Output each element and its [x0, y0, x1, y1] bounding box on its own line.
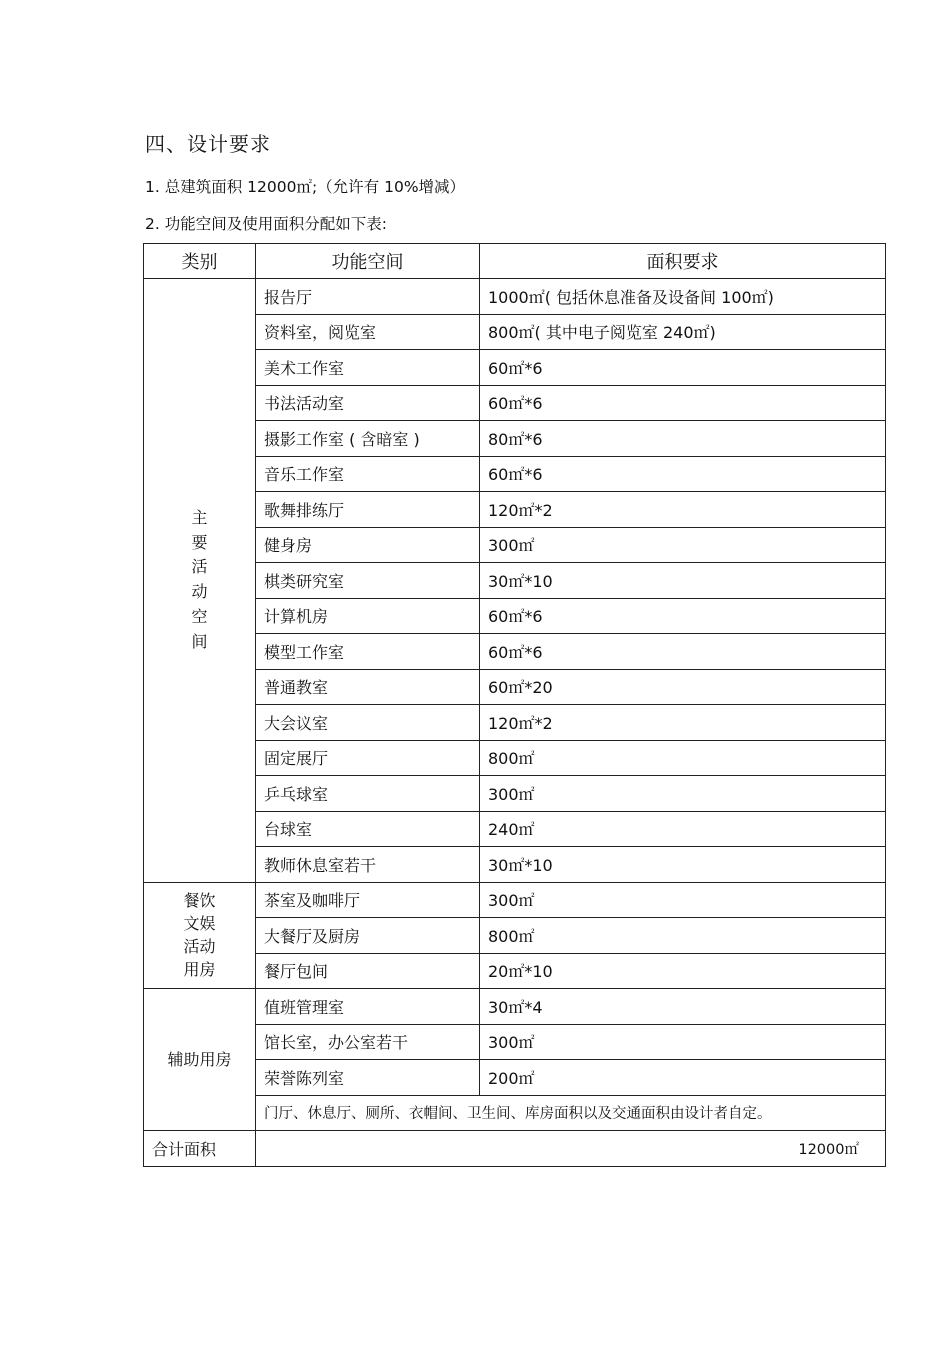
table-row	[144, 350, 886, 386]
table-row	[144, 314, 886, 350]
table-row	[144, 989, 886, 1025]
category-cell: 主 要 活 动 空 间	[144, 279, 256, 883]
space-name-cell: 大会议室	[256, 705, 480, 741]
space-name-cell: 台球室	[256, 811, 480, 847]
space-name-cell: 资料室，阅览室	[256, 314, 480, 350]
table-row	[144, 634, 886, 670]
space-name-cell: 美术工作室	[256, 350, 480, 386]
space-name-cell: 餐厅包间	[256, 953, 480, 989]
auxiliary-note: 门厅、休息厅、厕所、衣帽间、卫生间、库房面积以及交通面积由设计者自定。	[256, 1095, 886, 1131]
space-name-cell: 健身房	[256, 527, 480, 563]
table-row	[144, 492, 886, 528]
space-name-cell: 音乐工作室	[256, 456, 480, 492]
category-cell: 餐饮 文娱 活动 用房	[144, 882, 256, 989]
space-name-cell: 歌舞排练厅	[256, 492, 480, 528]
space-name-cell: 摄影工作室 ( 含暗室 )	[256, 421, 480, 457]
category-cell: 辅助用房	[144, 989, 256, 1131]
table-row	[144, 421, 886, 457]
table-row	[144, 1024, 886, 1060]
table-row	[144, 847, 886, 883]
space-name-cell: 棋类研究室	[256, 563, 480, 599]
section-heading: 四、设计要求	[145, 132, 271, 156]
area-requirement-cell: 30㎡*10	[480, 563, 886, 599]
total-value: 12000㎡	[256, 1131, 886, 1167]
area-requirement-cell: 300㎡	[480, 1024, 886, 1060]
space-name-cell: 模型工作室	[256, 634, 480, 670]
area-requirement-cell: 800㎡	[480, 740, 886, 776]
table-row	[144, 953, 886, 989]
space-name-cell: 书法活动室	[256, 385, 480, 421]
space-name-cell: 茶室及咖啡厅	[256, 882, 480, 918]
table-row	[144, 385, 886, 421]
table-note-row	[144, 1095, 886, 1131]
table-row	[144, 918, 886, 954]
table-row	[144, 456, 886, 492]
space-name-cell: 乒乓球室	[256, 776, 480, 812]
area-requirement-cell: 30㎡*10	[480, 847, 886, 883]
table-row	[144, 669, 886, 705]
area-requirement-cell: 60㎡*20	[480, 669, 886, 705]
space-name-cell: 大餐厅及厨房	[256, 918, 480, 954]
area-requirement-cell: 60㎡*6	[480, 456, 886, 492]
space-name-cell: 值班管理室	[256, 989, 480, 1025]
area-requirement-cell: 1000㎡( 包括休息准备及设备间 100㎡)	[480, 279, 886, 315]
area-requirement-cell: 800㎡	[480, 918, 886, 954]
table-row	[144, 882, 886, 918]
table-row	[144, 527, 886, 563]
space-allocation-table	[143, 243, 886, 1167]
area-requirement-cell: 300㎡	[480, 776, 886, 812]
table-row	[144, 811, 886, 847]
area-requirement-cell: 20㎡*10	[480, 953, 886, 989]
header-category: 类别	[144, 244, 256, 279]
table-header-row	[144, 244, 886, 279]
space-name-cell: 教师休息室若干	[256, 847, 480, 883]
table-row	[144, 776, 886, 812]
header-area: 面积要求	[480, 244, 886, 279]
table-row	[144, 563, 886, 599]
area-requirement-cell: 240㎡	[480, 811, 886, 847]
area-requirement-cell: 200㎡	[480, 1060, 886, 1096]
table-row	[144, 598, 886, 634]
table-intro: 2. 功能空间及使用面积分配如下表:	[145, 215, 387, 233]
total-label: 合计面积	[144, 1131, 256, 1167]
total-area-requirement: 1. 总建筑面积 12000㎡;（允许有 10%增减）	[145, 178, 466, 196]
space-name-cell: 报告厅	[256, 279, 480, 315]
area-requirement-cell: 800㎡( 其中电子阅览室 240㎡)	[480, 314, 886, 350]
area-requirement-cell: 300㎡	[480, 882, 886, 918]
space-name-cell: 普通教室	[256, 669, 480, 705]
area-requirement-cell: 60㎡*6	[480, 634, 886, 670]
table-row	[144, 740, 886, 776]
space-name-cell: 馆长室，办公室若干	[256, 1024, 480, 1060]
area-requirement-cell: 120㎡*2	[480, 492, 886, 528]
area-requirement-cell: 30㎡*4	[480, 989, 886, 1025]
area-requirement-cell: 60㎡*6	[480, 598, 886, 634]
area-requirement-cell: 80㎡*6	[480, 421, 886, 457]
space-name-cell: 计算机房	[256, 598, 480, 634]
total-row	[144, 1131, 886, 1167]
area-requirement-cell: 60㎡*6	[480, 385, 886, 421]
table-row	[144, 705, 886, 741]
table-row	[144, 1060, 886, 1096]
area-requirement-cell: 300㎡	[480, 527, 886, 563]
area-requirement-cell: 60㎡*6	[480, 350, 886, 386]
table-row	[144, 279, 886, 315]
space-name-cell: 荣誉陈列室	[256, 1060, 480, 1096]
header-space: 功能空间	[256, 244, 480, 279]
space-name-cell: 固定展厅	[256, 740, 480, 776]
area-requirement-cell: 120㎡*2	[480, 705, 886, 741]
